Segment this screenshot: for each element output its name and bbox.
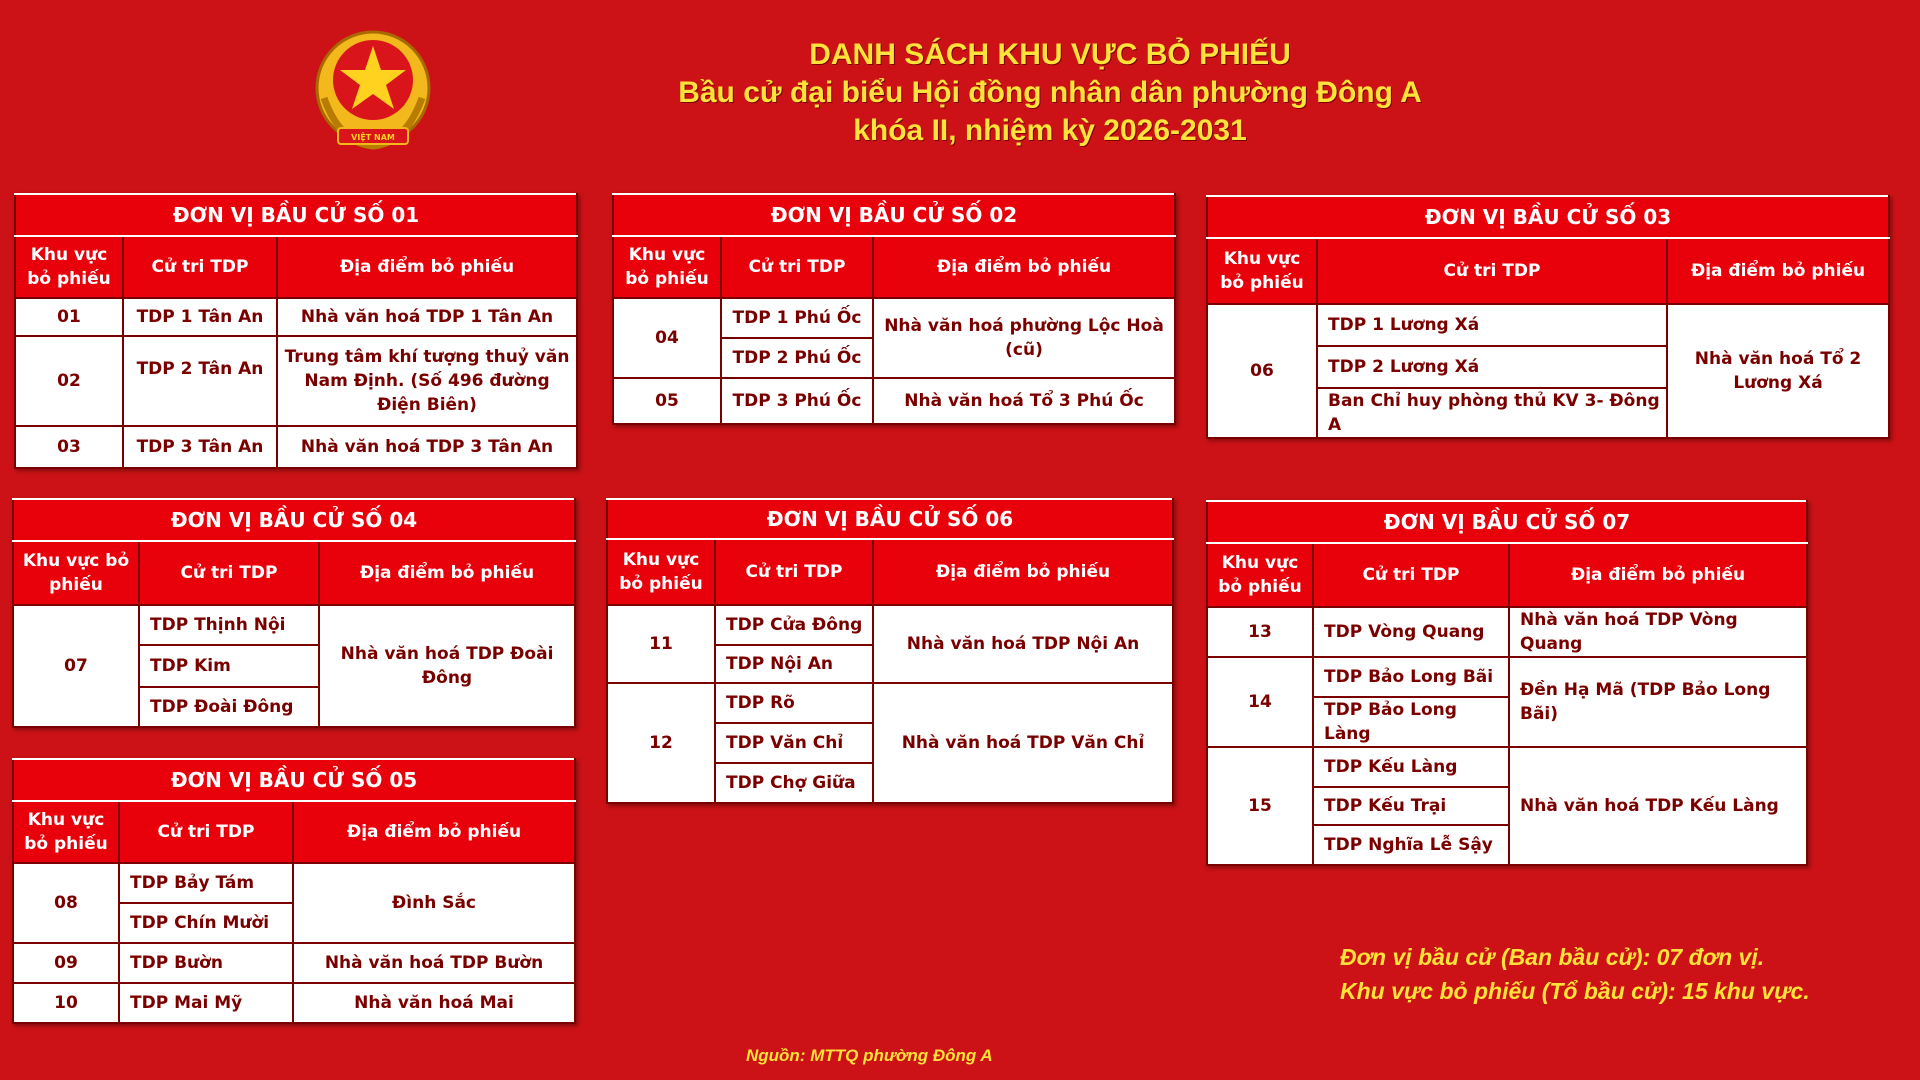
polling-place: Nhà văn hoá TDP Nội An <box>873 605 1173 683</box>
column-header-area: Khu vực bỏ phiếu <box>607 539 715 605</box>
area-number: 03 <box>15 426 123 468</box>
unit-title: ĐƠN VỊ BẦU CỬ SỐ 03 <box>1207 196 1889 238</box>
polling-place: Nhà văn hoá TDP Kếu Làng <box>1509 747 1807 865</box>
column-header-area: Khu vực bỏ phiếu <box>13 541 139 605</box>
unit-table-05 <box>12 758 576 1024</box>
column-header-voters: Cử tri TDP <box>721 236 873 298</box>
column-header-area: Khu vực bỏ phiếu <box>613 236 721 298</box>
area-number: 04 <box>613 298 721 378</box>
column-header-area: Khu vực bỏ phiếu <box>15 236 123 298</box>
summary-note <box>1340 940 1810 1008</box>
summary-units: Đơn vị bầu cử (Ban bầu cử): 07 đơn vị. <box>1340 944 1765 970</box>
unit-title: ĐƠN VỊ BẦU CỬ SỐ 02 <box>613 194 1175 236</box>
title-line-3: khóa II, nhiệm kỳ 2026-2031 <box>853 114 1247 147</box>
voter-group: TDP Kim <box>139 645 319 687</box>
unit-title: ĐƠN VỊ BẦU CỬ SỐ 07 <box>1207 501 1807 543</box>
area-number: 11 <box>607 605 715 683</box>
polling-place: Nhà văn hoá TDP Văn Chỉ <box>873 683 1173 803</box>
unit-table-02 <box>612 193 1176 425</box>
voter-group: TDP Chợ Giữa <box>715 763 873 803</box>
voter-group: TDP Cửa Đông <box>715 605 873 645</box>
area-number: 06 <box>1207 304 1317 438</box>
column-header-place: Địa điểm bỏ phiếu <box>873 539 1173 605</box>
area-number: 12 <box>607 683 715 803</box>
polling-place: Đền Hạ Mã (TDP Bảo Long Bãi) <box>1509 657 1807 747</box>
area-number: 14 <box>1207 657 1313 747</box>
page-title <box>600 36 1500 150</box>
unit-table-07 <box>1206 500 1808 866</box>
polling-place: Nhà văn hoá TDP 1 Tân An <box>277 298 577 336</box>
national-emblem-icon <box>310 28 436 156</box>
unit-title: ĐƠN VỊ BẦU CỬ SỐ 05 <box>13 759 575 801</box>
column-header-voters: Cử tri TDP <box>119 801 293 863</box>
polling-place: Nhà văn hoá TDP Bườn <box>293 943 575 983</box>
column-header-area: Khu vực bỏ phiếu <box>1207 543 1313 607</box>
voter-group: Ban Chỉ huy phòng thủ KV 3- Đông A <box>1317 388 1667 438</box>
voter-group: TDP Chín Mười <box>119 903 293 943</box>
polling-place: Trung tâm khí tượng thuỷ văn Nam Định. (Số 496 đường Điện Biên) <box>277 336 577 426</box>
area-number: 08 <box>13 863 119 943</box>
area-number: 05 <box>613 378 721 424</box>
voter-group: TDP Nghĩa Lễ Sậy <box>1313 825 1509 865</box>
voter-group: TDP Thịnh Nội <box>139 605 319 645</box>
emblem-text: VIỆT NAM <box>351 133 395 142</box>
voter-group: TDP 3 Phú Ốc <box>721 378 873 424</box>
voter-group: TDP Vòng Quang <box>1313 607 1509 657</box>
area-number: 09 <box>13 943 119 983</box>
unit-title: ĐƠN VỊ BẦU CỬ SỐ 04 <box>13 499 575 541</box>
unit-title: ĐƠN VỊ BẦU CỬ SỐ 06 <box>607 499 1173 539</box>
column-header-place: Địa điểm bỏ phiếu <box>293 801 575 863</box>
polling-place: Nhà văn hoá TDP 3 Tân An <box>277 426 577 468</box>
voter-group: TDP Kếu Trại <box>1313 787 1509 825</box>
summary-areas: Khu vực bỏ phiếu (Tổ bầu cử): 15 khu vực. <box>1340 978 1810 1004</box>
voter-group: TDP Văn Chỉ <box>715 723 873 763</box>
column-header-place: Địa điểm bỏ phiếu <box>1667 238 1889 304</box>
polling-place: Nhà văn hoá Tổ 3 Phú Ốc <box>873 378 1175 424</box>
voter-group: TDP Kếu Làng <box>1313 747 1509 787</box>
area-number: 13 <box>1207 607 1313 657</box>
voter-group: TDP Rõ <box>715 683 873 723</box>
unit-table-03 <box>1206 195 1890 439</box>
polling-place: Nhà văn hoá TDP Vòng Quang <box>1509 607 1807 657</box>
voter-group: TDP Bảo Long Bãi <box>1313 657 1509 697</box>
area-number: 02 <box>15 336 123 426</box>
voter-group: TDP 3 Tân An <box>123 426 277 468</box>
polling-place: Nhà văn hoá Mai <box>293 983 575 1023</box>
column-header-place: Địa điểm bỏ phiếu <box>277 236 577 298</box>
column-header-voters: Cử tri TDP <box>1317 238 1667 304</box>
voter-group: TDP Bảy Tám <box>119 863 293 903</box>
unit-table-01 <box>14 193 578 469</box>
area-number: 01 <box>15 298 123 336</box>
column-header-voters: Cử tri TDP <box>123 236 277 298</box>
area-number: 10 <box>13 983 119 1023</box>
column-header-voters: Cử tri TDP <box>715 539 873 605</box>
source-credit: Nguồn: MTTQ phường Đông A <box>746 1046 993 1065</box>
column-header-voters: Cử tri TDP <box>139 541 319 605</box>
column-header-voters: Cử tri TDP <box>1313 543 1509 607</box>
voter-group: TDP 1 Lương Xá <box>1317 304 1667 346</box>
voter-group: TDP 1 Phú Ốc <box>721 298 873 338</box>
column-header-place: Địa điểm bỏ phiếu <box>319 541 575 605</box>
voter-group: TDP Đoài Đông <box>139 687 319 727</box>
voter-group: TDP 2 Lương Xá <box>1317 346 1667 388</box>
voter-group: TDP Mai Mỹ <box>119 983 293 1023</box>
column-header-place: Địa điểm bỏ phiếu <box>873 236 1175 298</box>
polling-place: Nhà văn hoá TDP Đoài Đông <box>319 605 575 727</box>
polling-place: Đình Sắc <box>293 863 575 943</box>
polling-place: Nhà văn hoá Tổ 2 Lương Xá <box>1667 304 1889 438</box>
voter-group: TDP Nội An <box>715 645 873 683</box>
column-header-area: Khu vực bỏ phiếu <box>1207 238 1317 304</box>
unit-table-06 <box>606 498 1174 804</box>
voter-group: TDP 1 Tân An <box>123 298 277 336</box>
column-header-place: Địa điểm bỏ phiếu <box>1509 543 1807 607</box>
unit-title: ĐƠN VỊ BẦU CỬ SỐ 01 <box>15 194 577 236</box>
voter-group: TDP 2 Tân An <box>123 336 277 426</box>
column-header-area: Khu vực bỏ phiếu <box>13 801 119 863</box>
area-number: 07 <box>13 605 139 727</box>
voter-group: TDP Bườn <box>119 943 293 983</box>
polling-place: Nhà văn hoá phường Lộc Hoà (cũ) <box>873 298 1175 378</box>
voter-group: TDP Bảo Long Làng <box>1313 697 1509 747</box>
area-number: 15 <box>1207 747 1313 865</box>
title-line-2: Bầu cử đại biểu Hội đồng nhân dân phường Đông A <box>678 76 1422 109</box>
unit-table-04 <box>12 498 576 728</box>
title-line-1: DANH SÁCH KHU VỰC BỎ PHIẾU <box>809 38 1291 71</box>
voter-group: TDP 2 Phú Ốc <box>721 338 873 378</box>
